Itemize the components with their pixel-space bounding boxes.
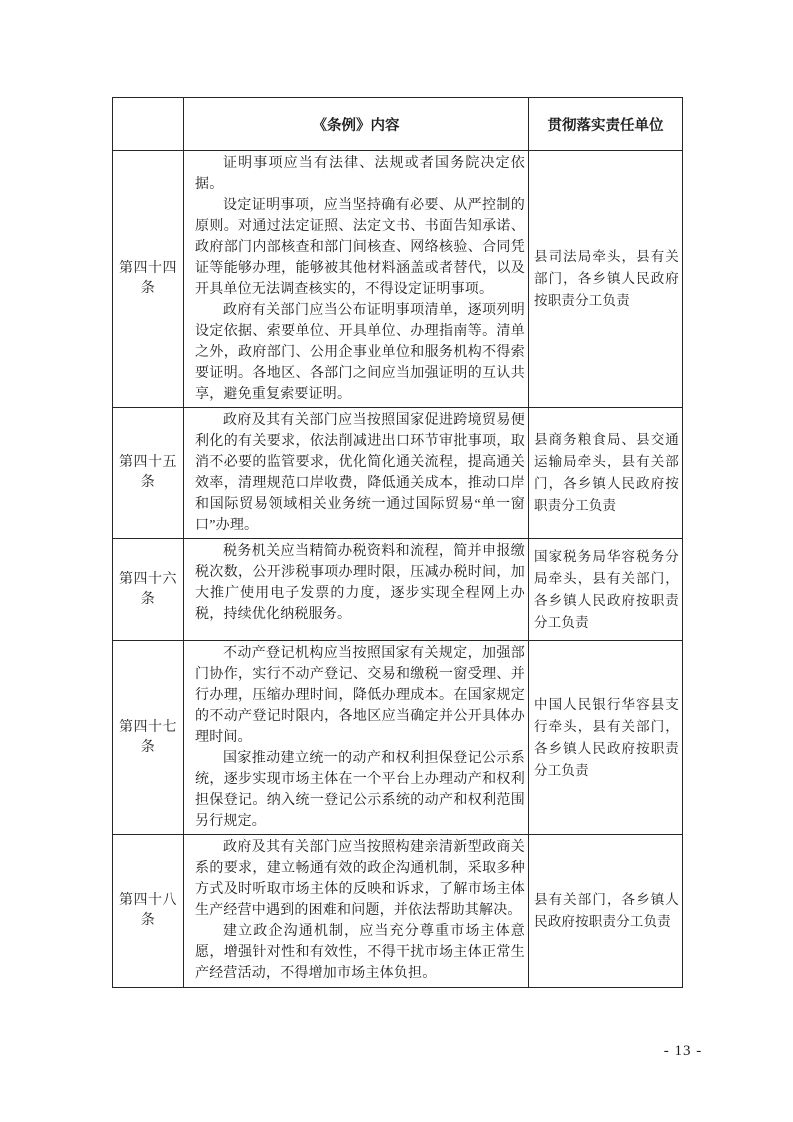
- content-cell: [184, 835, 529, 988]
- content-cell: [184, 408, 529, 539]
- responsible-unit: 国家税务局华容税务分局牵头，县有关部门，各乡镇人民政府按职责分工负责: [529, 539, 683, 641]
- content-paragraph: 国家推动建立统一的动产和权利担保登记公示系统，逐步实现市场主体在一个平台上办理动产和权利担保登记。纳入统一登记公示系统的动产和权利范围另行规定。: [195, 751, 525, 829]
- article-number: 第四十八条: [113, 835, 184, 988]
- content-paragraph: 证明事项应当有法律、法规或者国务院决定依据。: [195, 156, 525, 192]
- article-number: 第四十五条: [113, 408, 184, 539]
- page-number: - 13 -: [663, 1043, 703, 1059]
- table-row: [113, 641, 683, 835]
- article-number: 第四十六条: [113, 539, 184, 641]
- content-paragraph: 不动产登记机构应当按照国家有关规定，加强部门协作，实行不动产登记、交易和缴税一窗受理、并行办理，压缩办理时间，降低办理成本。在国家规定的不动产登记时限内，各地区应当确定并公开具体办理时间。: [195, 646, 525, 745]
- article-number: 第四十七条: [113, 641, 184, 835]
- content-paragraph: 政府及其有关部门应当按照国家促进跨境贸易便利化的有关要求，依法削减进出口环节审批事项，取消不必要的监管要求，优化简化通关流程，提高通关效率，清理规范口岸收费，降低通关成本，推动口岸和国际贸易领域相关业务统一通过国际贸易“单一窗口”办理。: [195, 413, 525, 533]
- table-row: [113, 835, 683, 988]
- article-column-header: [113, 98, 184, 151]
- content-paragraph: 建立政企沟通机制，应当充分尊重市场主体意愿，增强针对性和有效性，不得干扰市场主体正常生产经营活动，不得增加市场主体负担。: [195, 924, 525, 981]
- unit-column-header: 贯彻落实责任单位: [529, 98, 683, 151]
- content-paragraph: 设定证明事项，应当坚持确有必要、从严控制的原则。对通过法定证照、法定文书、书面告知承诺、政府部门内部核查和部门间核查、网络核验、合同凭证等能够办理，能够被其他材料涵盖或者替代，以及开具单位无法调查核实的，不得设定证明事项。: [195, 198, 525, 297]
- table-header-row: [113, 98, 683, 151]
- content-paragraph: 税务机关应当精简办税资料和流程，简并申报缴税次数，公开涉税事项办理时限，压减办税时间，加大推广使用电子发票的力度，逐步实现全程网上办税，持续优化纳税服务。: [195, 544, 525, 622]
- content-paragraph: 政府有关部门应当公布证明事项清单，逐项列明设定依据、索要单位、开具单位、办理指南等。清单之外，政府部门、公用企事业单位和服务机构不得索要证明。各地区、各部门之间应当加强证明的互认共享，避免重复索要证明。: [195, 303, 525, 402]
- table-row: [113, 151, 683, 408]
- content-cell: [184, 641, 529, 835]
- table-row: [113, 539, 683, 641]
- content-paragraph: 政府及其有关部门应当按照构建亲清新型政商关系的要求，建立畅通有效的政企沟通机制，采取多种方式及时听取市场主体的反映和诉求，了解市场主体生产经营中遇到的困难和问题，并依法帮助其解决。: [195, 840, 525, 918]
- table-row: [113, 408, 683, 539]
- responsible-unit: 县商务粮食局、县交通运输局牵头，县有关部门，各乡镇人民政府按职责分工负责: [529, 408, 683, 539]
- responsible-unit: 县有关部门，各乡镇人民政府按职责分工负责: [529, 835, 683, 988]
- responsible-unit: 县司法局牵头，县有关部门，各乡镇人民政府按职责分工负责: [529, 151, 683, 408]
- content-cell: [184, 151, 529, 408]
- regulation-implementation-table: [112, 97, 683, 988]
- content-column-header: 《条例》内容: [184, 98, 529, 151]
- content-cell: [184, 539, 529, 641]
- article-number: 第四十四条: [113, 151, 184, 408]
- responsible-unit: 中国人民银行华容县支行牵头，县有关部门，各乡镇人民政府按职责分工负责: [529, 641, 683, 835]
